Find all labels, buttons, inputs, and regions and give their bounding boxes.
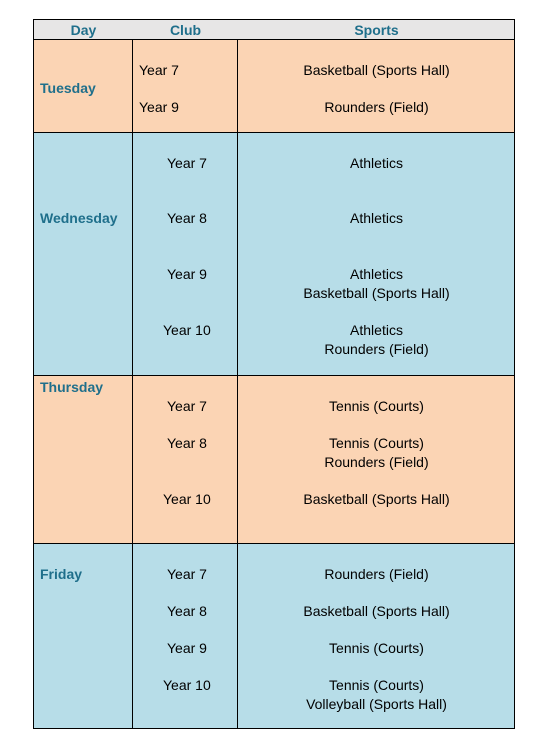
sport-line: Rounders (Field) <box>324 341 429 357</box>
divider-day <box>132 376 133 543</box>
sport-cell <box>239 490 514 509</box>
year-label: Year 7 <box>167 398 207 414</box>
sport-cell <box>239 565 514 584</box>
sport-line: Rounders (Field) <box>324 566 429 582</box>
day-label: Friday <box>40 566 83 582</box>
year-label: Year 10 <box>163 491 211 507</box>
day-label: Tuesday <box>40 80 96 96</box>
sport-cell <box>239 602 514 621</box>
year-label: Year 7 <box>139 62 179 78</box>
sport-cell <box>239 154 514 173</box>
header-sports: Sports <box>354 22 399 38</box>
day-band-thursday <box>34 376 514 544</box>
sport-cell <box>239 209 514 228</box>
year-label: Year 9 <box>167 266 207 282</box>
header-row <box>34 20 514 40</box>
day-band-tuesday <box>34 40 514 133</box>
year-label: Year 9 <box>139 99 179 115</box>
sport-line: Tennis (Courts) <box>329 677 424 693</box>
sport-cell <box>239 434 514 472</box>
year-label: Year 7 <box>167 155 207 171</box>
day-band-friday <box>34 544 514 728</box>
divider-day <box>132 40 133 132</box>
sport-line: Athletics <box>350 266 403 282</box>
sport-cell <box>239 61 514 80</box>
sport-line: Rounders (Field) <box>324 454 429 470</box>
sport-line: Basketball (Sports Hall) <box>303 62 450 78</box>
sport-line: Volleyball (Sports Hall) <box>306 696 447 712</box>
year-label: Year 10 <box>163 322 211 338</box>
day-band-wednesday <box>34 133 514 376</box>
sport-cell <box>239 98 514 117</box>
day-label: Thursday <box>40 379 104 395</box>
divider-day <box>132 133 133 375</box>
sport-line: Basketball (Sports Hall) <box>303 603 450 619</box>
sport-line: Athletics <box>350 155 403 171</box>
sport-line: Athletics <box>350 210 403 226</box>
year-label: Year 9 <box>167 640 207 656</box>
timetable <box>33 19 515 729</box>
sport-cell <box>239 639 514 658</box>
divider-club <box>237 376 238 543</box>
sport-line: Tennis (Courts) <box>329 435 424 451</box>
year-label: Year 8 <box>167 435 207 451</box>
sport-cell <box>239 321 514 359</box>
sport-line: Tennis (Courts) <box>329 640 424 656</box>
year-label: Year 10 <box>163 677 211 693</box>
sport-line: Basketball (Sports Hall) <box>303 285 450 301</box>
divider-club <box>237 40 238 132</box>
sport-cell <box>239 265 514 303</box>
header-day: Day <box>70 22 97 38</box>
sport-line: Basketball (Sports Hall) <box>303 491 450 507</box>
year-label: Year 8 <box>167 603 207 619</box>
divider-club <box>237 544 238 728</box>
header-club: Club <box>169 22 202 38</box>
year-label: Year 8 <box>167 210 207 226</box>
sport-line: Rounders (Field) <box>324 99 429 115</box>
sport-line: Tennis (Courts) <box>329 398 424 414</box>
sport-cell <box>239 676 514 714</box>
sport-cell <box>239 397 514 416</box>
year-label: Year 7 <box>167 566 207 582</box>
day-label: Wednesday <box>40 210 118 226</box>
sport-line: Athletics <box>350 322 403 338</box>
divider-club <box>237 133 238 375</box>
divider-day <box>132 544 133 728</box>
